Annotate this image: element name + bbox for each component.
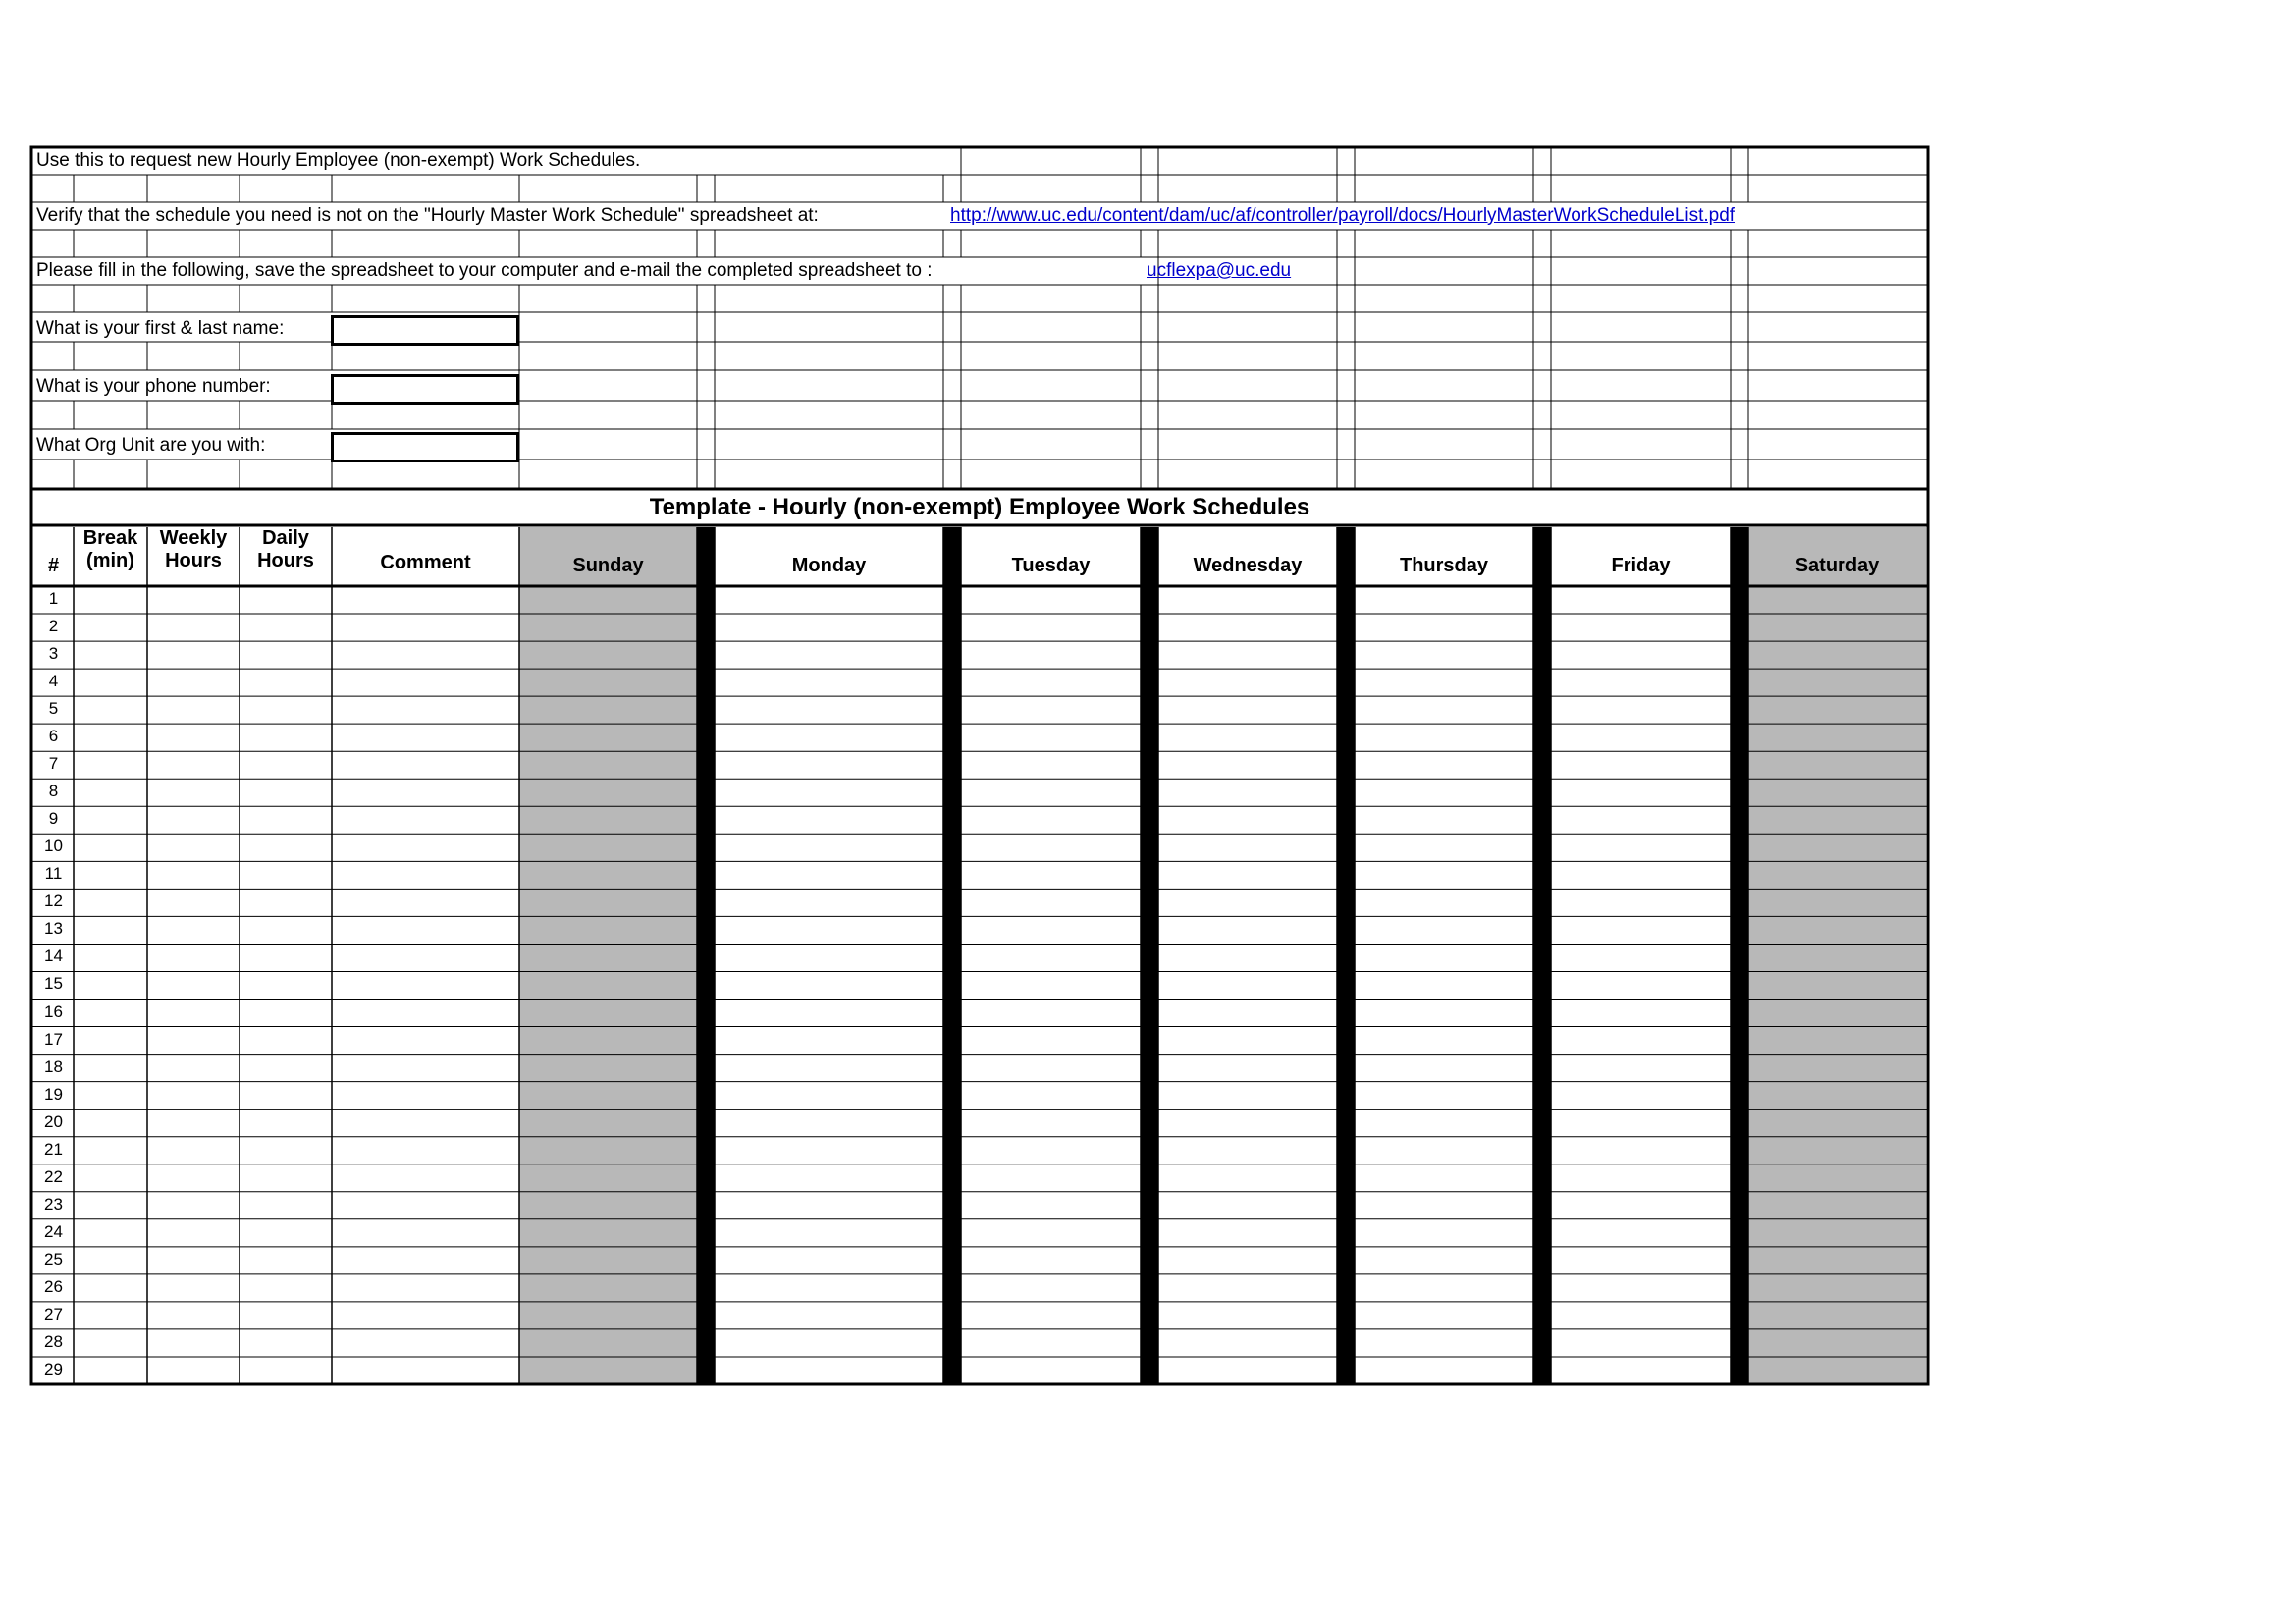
row-number: 12: [44, 892, 63, 911]
row-number: 17: [44, 1029, 63, 1049]
spreadsheet-grid: [31, 147, 1928, 1384]
row-number: 10: [44, 837, 63, 856]
org-unit-label: What Org Unit are you with:: [36, 435, 266, 456]
row-number: 6: [48, 727, 59, 746]
header-saturday: Saturday: [1794, 555, 1880, 576]
row-number: 2: [48, 617, 59, 636]
name-input[interactable]: [331, 315, 519, 346]
header-daily-hours: Daily Hours: [257, 527, 314, 571]
row-number: 16: [44, 1001, 63, 1021]
header-break-min: Break (min): [82, 527, 138, 571]
name-label: What is your first & last name:: [36, 318, 285, 339]
row-number: 20: [44, 1111, 63, 1131]
day-separator-3: [1141, 527, 1158, 1384]
row-number: 4: [48, 672, 59, 691]
instruction-line-1: Use this to request new Hourly Employee (non-exempt) Work Schedules.: [36, 150, 641, 171]
row-number: 13: [44, 919, 63, 939]
row-number: 21: [44, 1139, 63, 1159]
row-number: 1: [48, 589, 59, 608]
spreadsheet-page: [31, 147, 1928, 1384]
master-schedule-link[interactable]: http://www.uc.edu/content/dam/uc/af/controller/payroll/docs/HourlyMasterWorkScheduleList.pdf: [950, 205, 1735, 226]
row-number: 29: [44, 1359, 63, 1379]
instruction-line-2: Verify that the schedule you need is not on the "Hourly Master Work Schedule" spreadsheet at:: [36, 205, 819, 226]
header-tuesday: Tuesday: [1011, 555, 1091, 576]
row-number: 23: [44, 1194, 63, 1214]
row-number: 25: [44, 1249, 63, 1269]
row-number: 18: [44, 1056, 63, 1076]
header-weekly-hours: Weekly Hours: [159, 527, 228, 571]
row-number: 9: [48, 809, 59, 829]
sunday-shading: [519, 527, 697, 1384]
row-number: 3: [48, 644, 59, 664]
row-number: 14: [44, 947, 63, 966]
row-number: 8: [48, 782, 59, 801]
day-separator-6: [1731, 527, 1748, 1384]
header-number: #: [47, 555, 60, 576]
row-number: 27: [44, 1304, 63, 1324]
header-monday: Monday: [791, 555, 867, 576]
row-number: 15: [44, 974, 63, 994]
header-wednesday: Wednesday: [1193, 555, 1303, 576]
header-sunday: Sunday: [572, 555, 644, 576]
phone-input[interactable]: [331, 374, 519, 405]
row-number: 7: [48, 754, 59, 774]
org-unit-input[interactable]: [331, 432, 519, 462]
row-number: 24: [44, 1221, 63, 1241]
sheet-border: [31, 147, 1928, 1384]
day-separator-1: [697, 527, 715, 1384]
row-number: 28: [44, 1331, 63, 1351]
day-separator-2: [943, 527, 961, 1384]
schedule-title: Template - Hourly (non-exempt) Employee Work Schedules: [649, 494, 1310, 520]
row-number: 5: [48, 699, 59, 719]
saturday-shading: [1748, 527, 1926, 1384]
row-number: 19: [44, 1084, 63, 1104]
email-link[interactable]: ucflexpa@uc.edu: [1147, 260, 1292, 281]
header-comment: Comment: [380, 552, 471, 573]
row-number: 11: [44, 864, 63, 884]
phone-label: What is your phone number:: [36, 376, 271, 397]
day-separator-5: [1533, 527, 1551, 1384]
row-number: 26: [44, 1276, 63, 1296]
header-friday: Friday: [1611, 555, 1671, 576]
header-thursday: Thursday: [1399, 555, 1489, 576]
day-separator-4: [1337, 527, 1355, 1384]
row-number: 22: [44, 1166, 63, 1186]
instruction-line-3: Please fill in the following, save the spreadsheet to your computer and e-mail the completed spreadsheet to :: [36, 260, 933, 281]
